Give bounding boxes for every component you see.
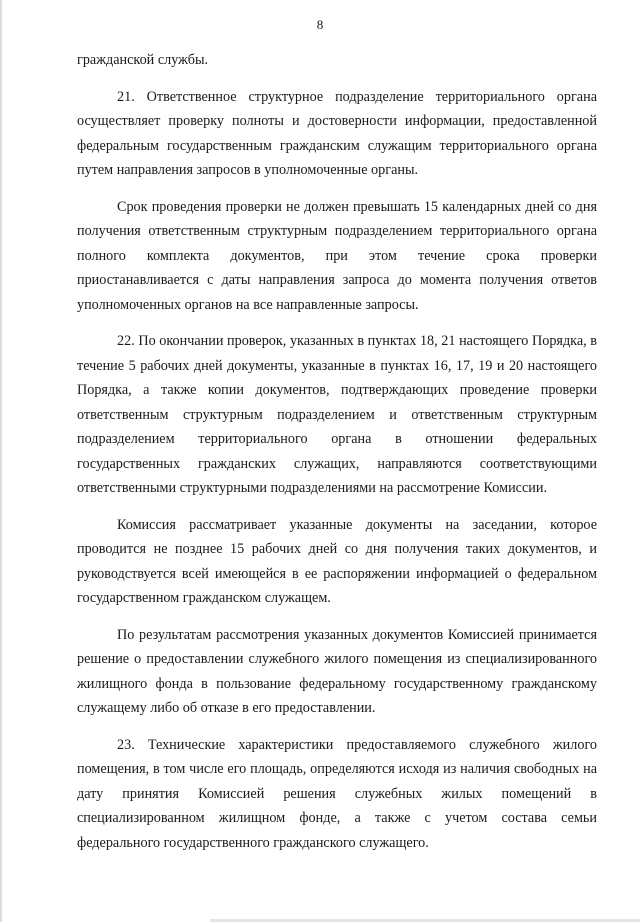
paragraph-22: 22. По окончании проверок, указанных в пунктах 18, 21 настоящего Порядка, в течение 5 рабочих дней документы, указанные в пунктах 16, 17, 19 и 20 настоящего Порядка, а также копии документов, подтверждающих проведение проверки ответственным структурным подразделением и ответственным структурным подразделением территориального органа в отношении федеральных государственных гражданских служащих, направляются соответствующими ответственными структурными подразделениями на рассмотрение Комиссии. (77, 333, 597, 496)
scan-edge-left (0, 0, 3, 922)
paragraph-check-period: Срок проведения проверки не должен превышать 15 календарных дней со дня получения ответственным структурным подразделением территориального органа полного комплекта документов, при этом течение срока проверки приостанавливается с даты направления запроса до момента получения ответов уполномоченных органов на все направленные запросы. (77, 198, 597, 313)
page-number: 8 (316, 17, 324, 32)
paragraph-21: 21. Ответственное структурное подразделение территориального органа осуществляет проверку полноты и достоверности информации, предоставленной федеральным государственным гражданским служащим территориального органа путем направления запросов в уполномоченные органы. (77, 88, 597, 178)
document-body (77, 48, 597, 855)
paragraph-continuation: гражданской службы. (77, 52, 209, 68)
paragraph-commission-decision: По результатам рассмотрения указанных документов Комиссией принимается решение о предоставлении служебного жилого помещения из специализированного жилищного фонда в пользование федеральному государственному гражданскому служащему либо об отказе в его предоставлении. (77, 626, 597, 716)
paragraph-23: 23. Технические характеристики предоставляемого служебного жилого помещения, в том числе его площадь, определяются исходя из наличия свободных на дату принятия Комиссией решения служебных жилых помещений в специализированном жилищном фонде, а также с учетом состава семьи федерального государственного гражданского служащего. (77, 736, 597, 851)
paragraph-commission-review: Комиссия рассматривает указанные документы на заседании, которое проводится не позднее 15 рабочих дней со дня получения таких документов, и руководствуется всей имеющейся в ее распоряжении информацией о федеральном государственном гражданском служащем. (77, 516, 597, 606)
